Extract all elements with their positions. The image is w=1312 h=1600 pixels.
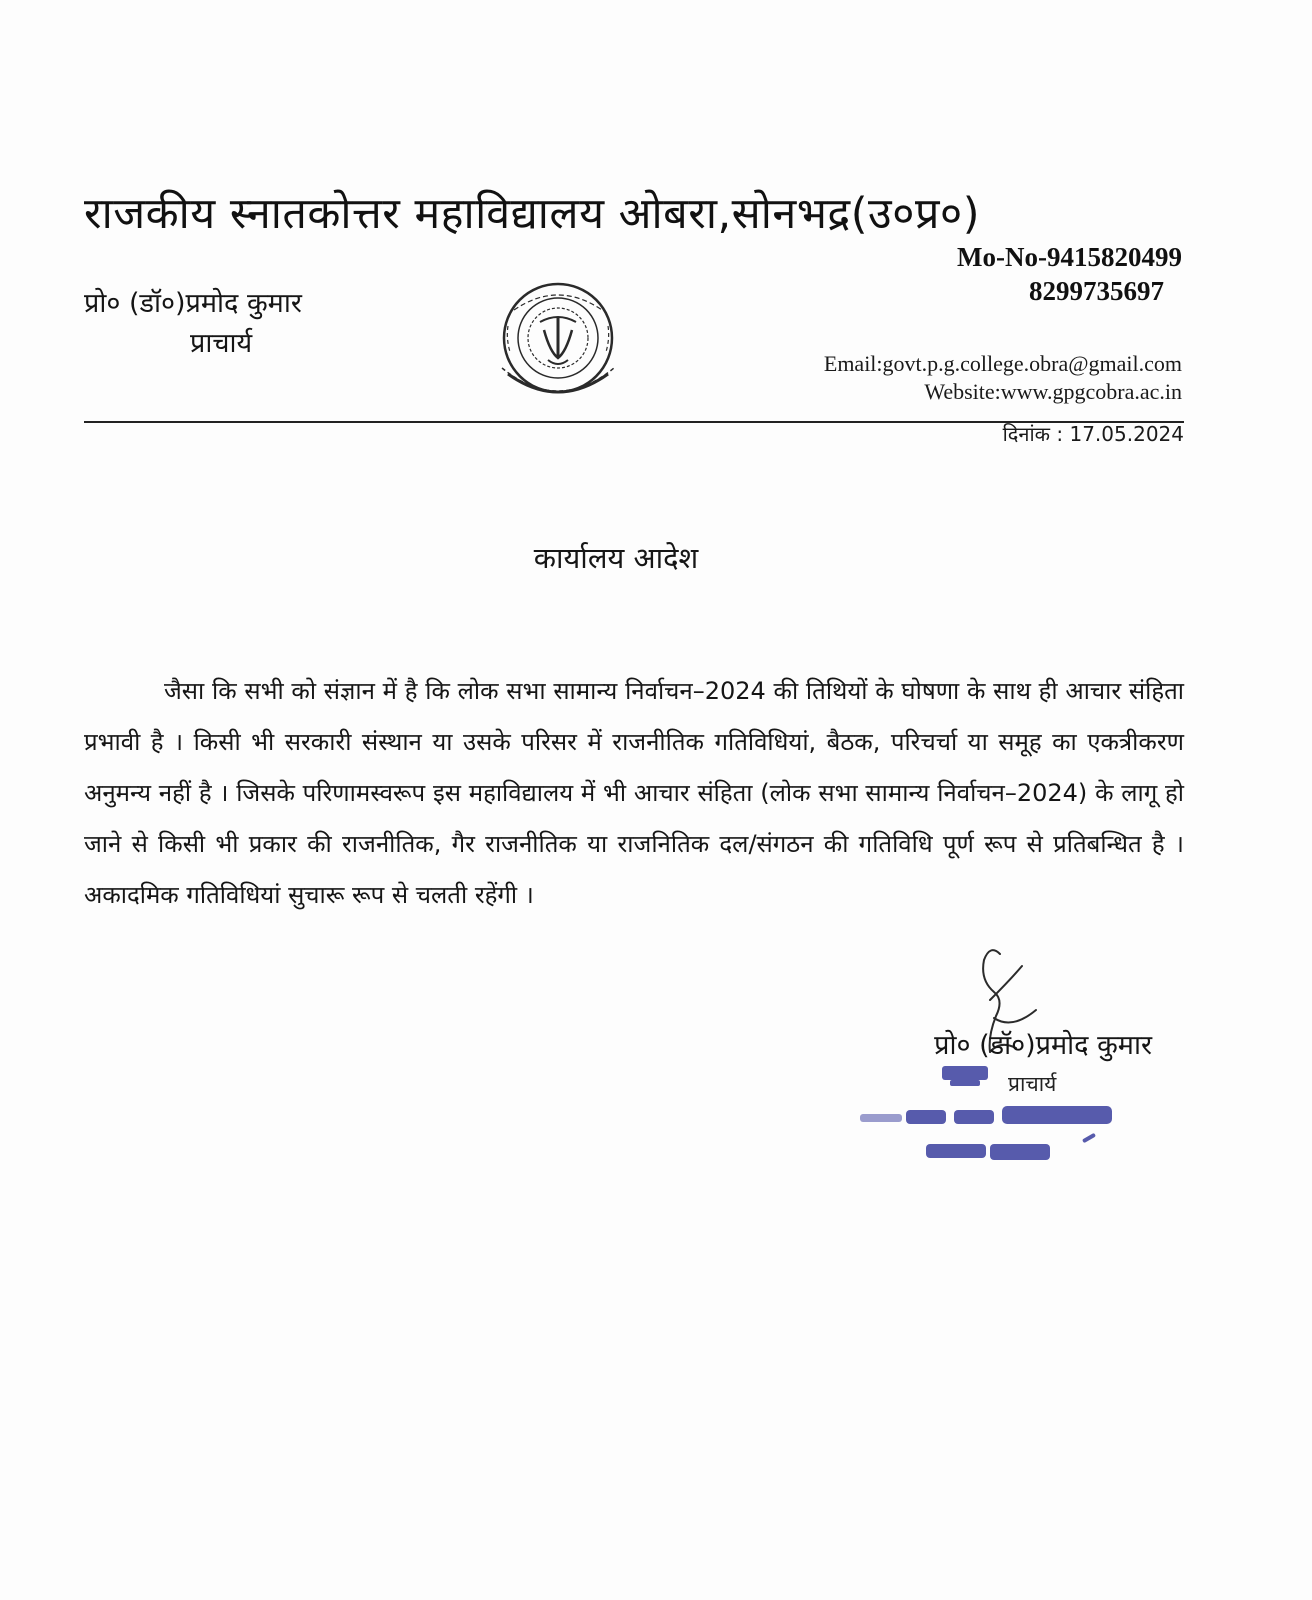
order-body: जैसा कि सभी को संज्ञान में है कि लोक सभा सामान्य निर्वाचन–2024 की तिथियों के घोषणा के साथ ही आचार संहिता प्रभावी है । किसी भी सरकारी संस्थान या उसके परिसर में राजनीतिक गतिविधियां, बैठक, परिचर्चा या समूह का एकत्रीकरण अनुमन्य नहीं है । जिसके परिणामस्वरूप इस महाविद्यालय में भी आचार संहिता (लोक सभा सामान्य निर्वाचन–2024) के लागू हो जाने से किसी भी प्रकार की राजनीतिक, गैर राजनीतिक या राजनितिक दल/संगठन की गतिविधि पूर्ण रूप से प्रतिबन्धित है । अकादमिक गतिविधियां सुचारू रूप से चलती रहेंगी । xyxy=(84,677,1184,909)
college-emblem-seal-icon xyxy=(478,282,638,414)
signatory-name: प्रो० (डॉ०)प्रमोद कुमार xyxy=(934,1030,1152,1061)
order-title: कार्यालय आदेश xyxy=(533,541,699,575)
signatory-designation: प्राचार्य xyxy=(1008,1072,1057,1096)
letterhead-principal-designation: प्राचार्य xyxy=(190,328,253,359)
principal-office-stamp-icon xyxy=(860,1060,1120,1170)
phone-secondary: 8299735697 xyxy=(1029,276,1164,306)
website-address: Website:www.gpgcobra.ac.in xyxy=(924,379,1182,404)
college-name: राजकीय स्नातकोत्तर महाविद्यालय ओबरा,सोनभद्र(उ०प्र०) xyxy=(84,189,981,239)
order-date: दिनांक : 17.05.2024 xyxy=(1002,422,1184,446)
order-heading xyxy=(0,538,1312,578)
phone-primary: Mo-No-9415820499 xyxy=(957,242,1182,272)
contact-web xyxy=(824,350,1182,406)
contact-phones xyxy=(957,240,1182,308)
letterhead-principal-name: प्रो० (डॉ०)प्रमोद कुमार xyxy=(84,288,302,319)
email-address: Email:govt.p.g.college.obra@gmail.com xyxy=(823,351,1182,376)
